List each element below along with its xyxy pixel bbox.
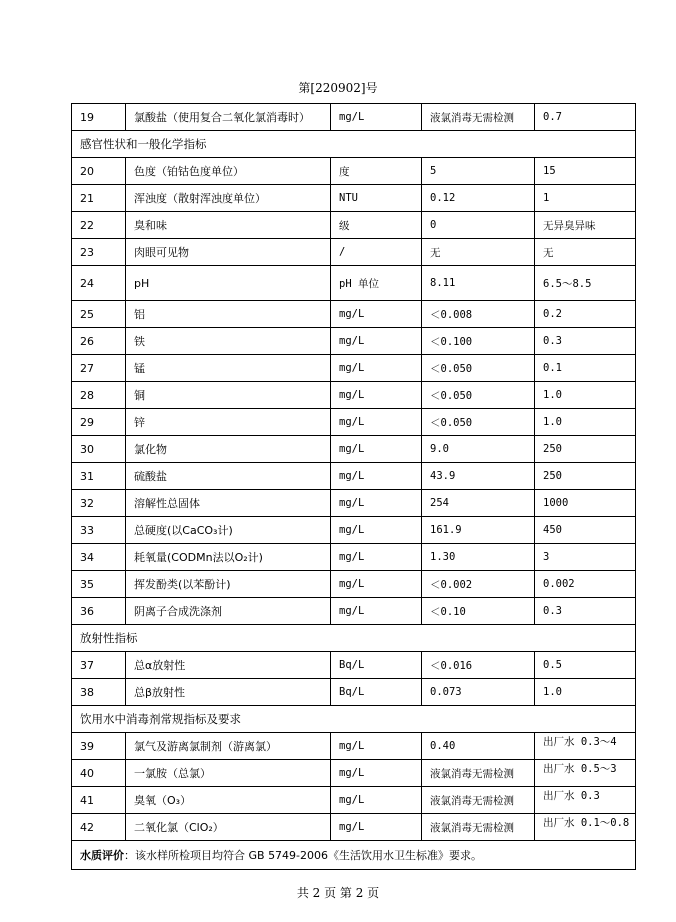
table-row <box>72 185 636 212</box>
unit-cell: mg/L <box>331 760 422 787</box>
table-row <box>72 760 636 787</box>
evaluation-label: 水质评价 <box>80 849 124 862</box>
result-cell: 液氯消毒无需检测 <box>422 787 535 814</box>
result-cell: 161.9 <box>422 517 535 544</box>
standard-cell: 出厂水 0.3～4 <box>535 733 636 760</box>
row-number-cell: 42 <box>72 814 126 841</box>
item-name-cell: 肉眼可见物 <box>126 239 331 266</box>
water-quality-table <box>71 103 636 870</box>
result-cell: ＜0.008 <box>422 301 535 328</box>
row-number-cell: 19 <box>72 104 126 131</box>
table-row <box>72 517 636 544</box>
result-cell: ＜0.10 <box>422 598 535 625</box>
standard-cell: 1000 <box>535 490 636 517</box>
row-number-cell: 34 <box>72 544 126 571</box>
table-row <box>72 814 636 841</box>
unit-cell: mg/L <box>331 328 422 355</box>
row-number-cell: 28 <box>72 382 126 409</box>
section-title: 放射性指标 <box>72 625 636 652</box>
item-name-cell: 臭氧（O₃） <box>126 787 331 814</box>
table-row <box>72 490 636 517</box>
table-row <box>72 266 636 301</box>
unit-cell: mg/L <box>331 814 422 841</box>
standard-cell: 1 <box>535 185 636 212</box>
item-name-cell: 一氯胺（总氯） <box>126 760 331 787</box>
result-cell: 0 <box>422 212 535 239</box>
standard-cell: 1.0 <box>535 409 636 436</box>
item-name-cell: 锌 <box>126 409 331 436</box>
table-row <box>72 598 636 625</box>
table-row <box>72 158 636 185</box>
row-number-cell: 26 <box>72 328 126 355</box>
evaluation-cell <box>72 841 636 870</box>
table-row <box>72 436 636 463</box>
table-row <box>72 571 636 598</box>
unit-cell: mg/L <box>331 571 422 598</box>
unit-cell: 度 <box>331 158 422 185</box>
document-number: 第[220902]号 <box>298 81 378 95</box>
standard-cell: 0.3 <box>535 598 636 625</box>
table-row <box>72 239 636 266</box>
item-name-cell: 挥发酚类(以苯酚计) <box>126 571 331 598</box>
standard-cell: 1.0 <box>535 679 636 706</box>
row-number-cell: 39 <box>72 733 126 760</box>
row-number-cell: 38 <box>72 679 126 706</box>
unit-cell: mg/L <box>331 490 422 517</box>
unit-cell: mg/L <box>331 436 422 463</box>
item-name-cell: 总硬度(以CaCO₃计) <box>126 517 331 544</box>
unit-cell: mg/L <box>331 355 422 382</box>
unit-cell: mg/L <box>331 733 422 760</box>
item-name-cell: 氯酸盐（使用复合二氧化氯消毒时） <box>126 104 331 131</box>
result-cell: 液氯消毒无需检测 <box>422 814 535 841</box>
result-cell: 1.30 <box>422 544 535 571</box>
row-number-cell: 29 <box>72 409 126 436</box>
result-cell: ＜0.100 <box>422 328 535 355</box>
item-name-cell: 锰 <box>126 355 331 382</box>
unit-cell: mg/L <box>331 463 422 490</box>
standard-cell: 0.1 <box>535 355 636 382</box>
item-name-cell: pH <box>126 266 331 301</box>
table-row <box>72 544 636 571</box>
result-cell: 液氯消毒无需检测 <box>422 104 535 131</box>
row-number-cell: 24 <box>72 266 126 301</box>
result-cell: ＜0.050 <box>422 382 535 409</box>
table-row <box>72 652 636 679</box>
result-cell: 5 <box>422 158 535 185</box>
table-row <box>72 104 636 131</box>
row-number-cell: 27 <box>72 355 126 382</box>
result-cell: 43.9 <box>422 463 535 490</box>
standard-cell: 出厂水 0.5～3 <box>535 760 636 787</box>
table-row <box>72 733 636 760</box>
row-number-cell: 41 <box>72 787 126 814</box>
standard-cell: 15 <box>535 158 636 185</box>
row-number-cell: 40 <box>72 760 126 787</box>
item-name-cell: 硫酸盐 <box>126 463 331 490</box>
result-cell: ＜0.050 <box>422 409 535 436</box>
item-name-cell: 色度（铂钴色度单位） <box>126 158 331 185</box>
item-name-cell: 铜 <box>126 382 331 409</box>
row-number-cell: 32 <box>72 490 126 517</box>
result-cell: ＜0.016 <box>422 652 535 679</box>
result-cell: ＜0.002 <box>422 571 535 598</box>
row-number-cell: 36 <box>72 598 126 625</box>
table-row <box>72 328 636 355</box>
standard-cell: 出厂水 0.3 <box>535 787 636 814</box>
table-row <box>72 301 636 328</box>
evaluation-text: ：该水样所检项目均符合 GB 5749-2006《生活饮用水卫生标准》要求。 <box>124 849 483 862</box>
standard-cell: 0.7 <box>535 104 636 131</box>
result-cell: 254 <box>422 490 535 517</box>
result-cell: 0.073 <box>422 679 535 706</box>
item-name-cell: 阴离子合成洗涤剂 <box>126 598 331 625</box>
unit-cell: mg/L <box>331 409 422 436</box>
unit-cell: 级 <box>331 212 422 239</box>
item-name-cell: 总α放射性 <box>126 652 331 679</box>
table-row <box>72 463 636 490</box>
result-cell: 9.0 <box>422 436 535 463</box>
item-name-cell: 二氧化氯（ClO₂） <box>126 814 331 841</box>
row-number-cell: 30 <box>72 436 126 463</box>
result-cell: 0.40 <box>422 733 535 760</box>
unit-cell: mg/L <box>331 544 422 571</box>
item-name-cell: 总β放射性 <box>126 679 331 706</box>
item-name-cell: 铝 <box>126 301 331 328</box>
result-cell: 无 <box>422 239 535 266</box>
page-footer: 共 2 页 第 2 页 <box>296 886 380 900</box>
table-row <box>72 212 636 239</box>
row-number-cell: 31 <box>72 463 126 490</box>
table-row <box>72 787 636 814</box>
unit-cell: Bq/L <box>331 679 422 706</box>
result-cell: 0.12 <box>422 185 535 212</box>
item-name-cell: 铁 <box>126 328 331 355</box>
standard-cell: 450 <box>535 517 636 544</box>
item-name-cell: 浑浊度（散射浑浊度单位） <box>126 185 331 212</box>
section-header-row <box>72 131 636 158</box>
standard-cell: 无 <box>535 239 636 266</box>
standard-cell: 无异臭异味 <box>535 212 636 239</box>
standard-cell: 出厂水 0.1～0.8 <box>535 814 636 841</box>
table-row <box>72 679 636 706</box>
standard-cell: 0.3 <box>535 328 636 355</box>
result-cell: 液氯消毒无需检测 <box>422 760 535 787</box>
unit-cell: mg/L <box>331 787 422 814</box>
unit-cell: pH 单位 <box>331 266 422 301</box>
unit-cell: Bq/L <box>331 652 422 679</box>
standard-cell: 0.5 <box>535 652 636 679</box>
item-name-cell: 耗氧量(CODMn法以O₂计) <box>126 544 331 571</box>
table-row <box>72 382 636 409</box>
item-name-cell: 氯气及游离氯制剂（游离氯） <box>126 733 331 760</box>
unit-cell: mg/L <box>331 301 422 328</box>
item-name-cell: 氯化物 <box>126 436 331 463</box>
item-name-cell: 溶解性总固体 <box>126 490 331 517</box>
unit-cell: mg/L <box>331 104 422 131</box>
row-number-cell: 20 <box>72 158 126 185</box>
result-cell: 8.11 <box>422 266 535 301</box>
standard-cell: 6.5～8.5 <box>535 266 636 301</box>
standard-cell: 0.002 <box>535 571 636 598</box>
row-number-cell: 21 <box>72 185 126 212</box>
standard-cell: 250 <box>535 463 636 490</box>
section-header-row <box>72 625 636 652</box>
standard-cell: 1.0 <box>535 382 636 409</box>
unit-cell: mg/L <box>331 598 422 625</box>
section-title: 感官性状和一般化学指标 <box>72 131 636 158</box>
standard-cell: 3 <box>535 544 636 571</box>
item-name-cell: 臭和味 <box>126 212 331 239</box>
row-number-cell: 25 <box>72 301 126 328</box>
section-header-row <box>72 706 636 733</box>
unit-cell: NTU <box>331 185 422 212</box>
unit-cell: mg/L <box>331 517 422 544</box>
standard-cell: 0.2 <box>535 301 636 328</box>
result-cell: ＜0.050 <box>422 355 535 382</box>
row-number-cell: 35 <box>72 571 126 598</box>
unit-cell: mg/L <box>331 382 422 409</box>
row-number-cell: 23 <box>72 239 126 266</box>
unit-cell: / <box>331 239 422 266</box>
section-title: 饮用水中消毒剂常规指标及要求 <box>72 706 636 733</box>
standard-cell: 250 <box>535 436 636 463</box>
evaluation-row <box>72 841 636 870</box>
row-number-cell: 33 <box>72 517 126 544</box>
row-number-cell: 37 <box>72 652 126 679</box>
table-row <box>72 409 636 436</box>
row-number-cell: 22 <box>72 212 126 239</box>
table-row <box>72 355 636 382</box>
